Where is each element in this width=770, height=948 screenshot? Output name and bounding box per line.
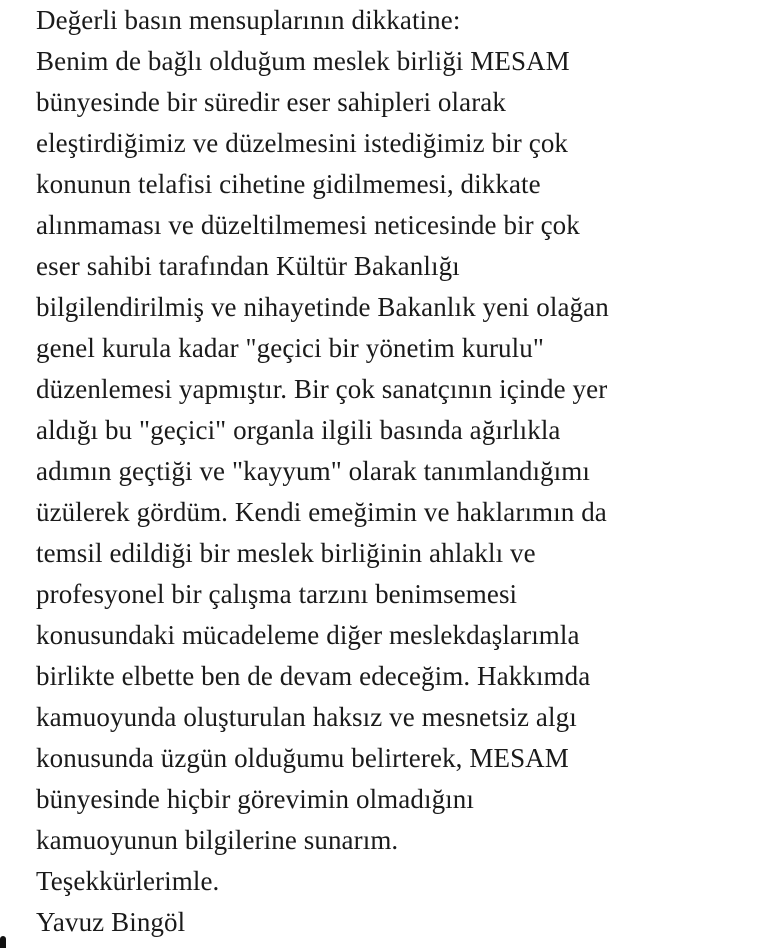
body-line: konusundaki mücadeleme diğer meslekdaşlarımla (36, 620, 580, 650)
statement-document (36, 0, 766, 943)
body-line: eleştirdiğimiz ve düzelmesini istediğimiz bir çok (36, 128, 569, 158)
signature-name: Yavuz Bingöl (36, 907, 186, 937)
salutation-line: Değerli basın mensuplarının dikkatine: (36, 5, 461, 35)
body-line: temsil edildiği bir meslek birliğinin ahlaklı ve (36, 538, 536, 568)
body-line: alınmaması ve düzeltilmemesi neticesinde bir çok (36, 210, 580, 240)
body-line: bünyesinde hiçbir görevimin olmadığını (36, 784, 474, 814)
body-line: Benim de bağlı olduğum meslek birliği MESAM (36, 46, 570, 76)
body-line: birlikte elbette ben de devam edeceğim. Hakkımda (36, 661, 591, 691)
body-line: kamuoyunun bilgilerine sunarım. (36, 825, 399, 855)
body-line: eser sahibi tarafından Kültür Bakanlığı (36, 251, 460, 281)
body-line: profesyonel bir çalışma tarzını benimsemesi (36, 579, 518, 609)
edge-artifact (0, 936, 6, 948)
body-line: adımın geçtiği ve "kayyum" olarak tanımlandığımı (36, 456, 590, 486)
body-line: bünyesinde bir süredir eser sahipleri olarak (36, 87, 506, 117)
body-line: aldığı bu "geçici" organla ilgili basında ağırlıkla (36, 415, 561, 445)
body-line: üzülerek gördüm. Kendi emeğimin ve haklarımın da (36, 497, 607, 527)
body-line: genel kurula kadar "geçici bir yönetim kurulu" (36, 333, 544, 363)
closing-line: Teşekkürlerimle. (36, 866, 220, 896)
body-line: kamuoyunda oluşturulan haksız ve mesnetsiz algı (36, 702, 577, 732)
body-line: konunun telafisi cihetine gidilmemesi, dikkate (36, 169, 541, 199)
body-line: bilgilendirilmiş ve nihayetinde Bakanlık yeni olağan (36, 292, 609, 322)
body-line: konusunda üzgün olduğumu belirterek, MESAM (36, 743, 569, 773)
body-line: düzenlemesi yapmıştır. Bir çok sanatçının içinde yer (36, 374, 608, 404)
